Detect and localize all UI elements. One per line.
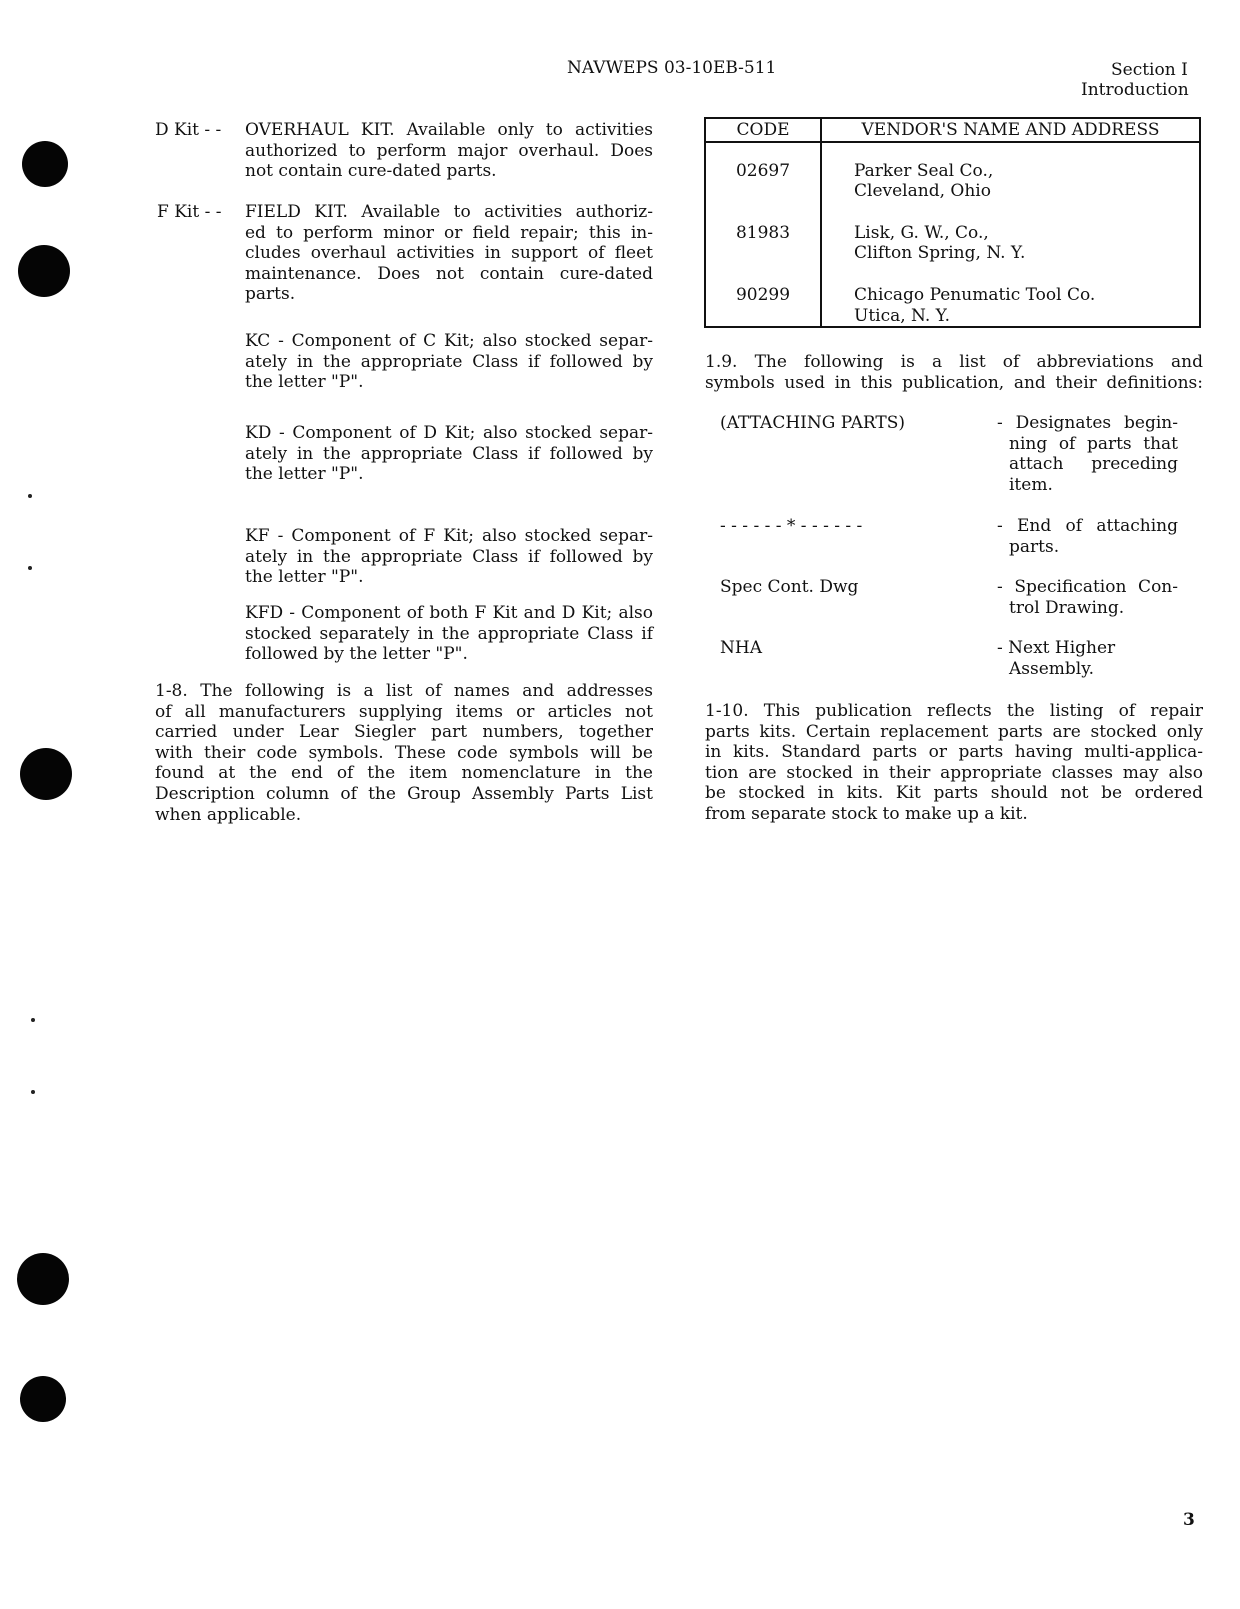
- vendor-name: Lisk, G. W., Co.,: [854, 222, 989, 243]
- vendor-name: Parker Seal Co.,: [854, 160, 994, 181]
- text-line: KD - Component of D Kit; also stocked separ-: [245, 423, 653, 443]
- page-number: 3: [1183, 1510, 1195, 1530]
- vendor-name-address: [821, 203, 1200, 265]
- abbreviation-definition: [997, 413, 1178, 495]
- text-line: 1-10. This publication reflects the listing of repair: [705, 701, 1203, 721]
- vendor-address: Cleveland, Ohio: [854, 181, 991, 202]
- abbreviation-term: NHA: [720, 638, 762, 658]
- text-line: symbols used in this publication, and their definitions:: [705, 372, 1203, 393]
- text-line: 1.9. The following is a list of abbreviations and: [705, 352, 1203, 372]
- d-kit-description: [245, 120, 653, 182]
- binder-hole-1: [22, 141, 68, 187]
- text-line: of all manufacturers supplying items or articles not: [155, 701, 653, 722]
- text-line: the letter "P".: [245, 464, 364, 485]
- text-line: attach preceding: [1009, 454, 1178, 475]
- d-kit-label: D Kit - -: [155, 120, 222, 140]
- text-line: - Next Higher: [997, 638, 1116, 658]
- speck: [31, 1018, 35, 1022]
- text-line: parts kits. Certain replacement parts are stocked only: [705, 721, 1203, 742]
- kc-description: [245, 331, 653, 393]
- text-line: parts.: [245, 284, 296, 305]
- text-line: Description column of the Group Assembly Parts List: [155, 783, 653, 804]
- vendor-name: Chicago Penumatic Tool Co.: [854, 284, 1096, 305]
- text-line: with their code symbols. These code symbols will be: [155, 742, 653, 763]
- speck: [28, 566, 32, 570]
- f-kit-label: F Kit - -: [157, 202, 222, 222]
- table-row: [705, 203, 1200, 265]
- vendor-name-address: [821, 142, 1200, 203]
- text-line: ately in the appropriate Class if followed by: [245, 443, 653, 464]
- kd-description: [245, 423, 653, 485]
- text-line: FIELD KIT. Available to activities authoriz-: [245, 202, 653, 222]
- abbreviation-term: Spec Cont. Dwg: [720, 577, 859, 597]
- table-row: [705, 265, 1200, 327]
- vendor-code-table: [704, 117, 1201, 328]
- section-label: Section I: [1111, 60, 1188, 80]
- text-line: stocked separately in the appropriate Class if: [245, 623, 653, 644]
- text-line: authorized to perform major overhaul. Does: [245, 140, 653, 161]
- text-line: not contain cure-dated parts.: [245, 161, 497, 182]
- text-line: KFD - Component of both F Kit and D Kit; also: [245, 603, 653, 623]
- text-line: KC - Component of C Kit; also stocked separ-: [245, 331, 653, 351]
- text-line: followed by the letter "P".: [245, 644, 468, 665]
- text-line: found at the end of the item nomenclature in the: [155, 763, 653, 784]
- text-line: maintenance. Does not contain cure-dated: [245, 263, 653, 284]
- text-line: - Designates begin-: [997, 413, 1178, 433]
- speck: [31, 1090, 35, 1094]
- abbreviation-definition: [997, 516, 1178, 557]
- vendor-code: 90299: [705, 265, 821, 327]
- abbreviation-definition: [997, 577, 1178, 618]
- vendor-column-header: VENDOR'S NAME AND ADDRESS: [821, 118, 1200, 142]
- paragraph-1-10: [705, 701, 1203, 825]
- text-line: Assembly.: [1009, 658, 1094, 679]
- kf-description: [245, 526, 653, 588]
- paragraph-1-8: [155, 681, 653, 825]
- text-line: ning of parts that: [1009, 433, 1178, 454]
- text-line: the letter "P".: [245, 372, 364, 393]
- code-column-header: CODE: [705, 118, 821, 142]
- text-line: ed to perform minor or field repair; this in-: [245, 222, 653, 243]
- binder-hole-2: [18, 245, 70, 297]
- text-line: in kits. Standard parts or parts having multi-applica-: [705, 742, 1203, 763]
- binder-hole-3: [20, 748, 72, 800]
- binder-hole-4: [17, 1253, 69, 1305]
- text-line: item.: [1009, 474, 1053, 495]
- text-line: ately in the appropriate Class if followed by: [245, 546, 653, 567]
- abbreviation-term: (ATTACHING PARTS): [720, 413, 905, 433]
- text-line: parts.: [1009, 536, 1060, 557]
- text-line: when applicable.: [155, 804, 302, 825]
- text-line: the letter "P".: [245, 567, 364, 588]
- abbreviation-definition: [997, 638, 1178, 679]
- end-of-attaching-symbol: - - - - - - * - - - - - -: [720, 516, 863, 536]
- binder-hole-5: [20, 1376, 66, 1422]
- vendor-address: Utica, N. Y.: [854, 305, 951, 326]
- text-line: 1-8. The following is a list of names and addresses: [155, 681, 653, 701]
- vendor-code: 02697: [705, 142, 821, 203]
- text-line: from separate stock to make up a kit.: [705, 803, 1028, 824]
- document-number: NAVWEPS 03-10EB-511: [567, 58, 777, 78]
- table-header-row: [705, 118, 1200, 142]
- f-kit-description: [245, 202, 653, 305]
- text-line: - End of attaching: [997, 516, 1178, 536]
- vendor-address: Clifton Spring, N. Y.: [854, 243, 1026, 264]
- text-line: OVERHAUL KIT. Available only to activities: [245, 120, 653, 140]
- text-line: carried under Lear Siegler part numbers, together: [155, 722, 653, 743]
- vendor-name-address: [821, 265, 1200, 327]
- text-line: be stocked in kits. Kit parts should not be ordered: [705, 783, 1203, 804]
- text-line: trol Drawing.: [1009, 597, 1125, 618]
- table-row: [705, 142, 1200, 203]
- vendor-code: 81983: [705, 203, 821, 265]
- speck: [28, 494, 32, 498]
- text-line: KF - Component of F Kit; also stocked separ-: [245, 526, 653, 546]
- paragraph-1-9: [705, 352, 1203, 393]
- text-line: - Specification Con-: [997, 577, 1178, 597]
- text-line: ately in the appropriate Class if followed by: [245, 351, 653, 372]
- kfd-description: [245, 603, 653, 665]
- text-line: cludes overhaul activities in support of fleet: [245, 243, 653, 264]
- text-line: tion are stocked in their appropriate classes may also: [705, 762, 1203, 783]
- section-title: Introduction: [1081, 80, 1189, 100]
